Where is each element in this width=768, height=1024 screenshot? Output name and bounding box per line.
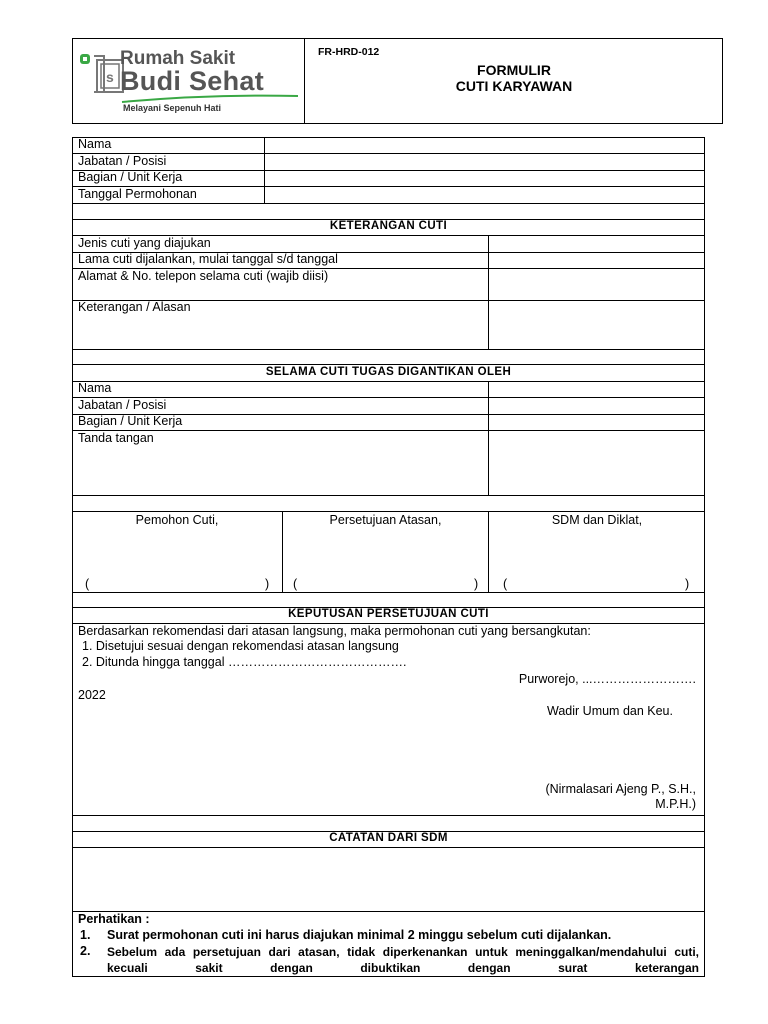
decision-signer-name-line2: M.P.H.) — [655, 797, 696, 811]
signature-paren-close: ) — [265, 577, 270, 591]
leave-field-alamat[interactable] — [490, 269, 704, 299]
logo-name-line2: Budi Sehat — [120, 66, 265, 96]
replacement-field-bagian[interactable] — [490, 415, 704, 430]
form-title-line1: FORMULIR — [477, 62, 551, 78]
replacement-label-nama: Nama — [78, 381, 112, 395]
leave-label-alamat: Alamat & No. telepon selama cuti (wajib diisi) — [78, 269, 329, 283]
rule — [72, 349, 705, 350]
identity-field-nama[interactable] — [266, 138, 704, 153]
signature-paren-open: ( — [293, 577, 298, 591]
decision-signer-name-line1: (Nirmalasari Ajeng P., S.H., — [545, 782, 696, 796]
replacement-divider — [488, 381, 489, 495]
decision-place-date: Purworejo, ...……………………. — [518, 672, 696, 686]
hospital-logo — [80, 44, 302, 120]
signature-paren-open: ( — [503, 577, 508, 591]
signature-box-hr[interactable] — [491, 530, 703, 574]
identity-field-jabatan[interactable] — [266, 154, 704, 169]
leave-label-lama: Lama cuti dijalankan, mulai tanggal s/d tanggal — [78, 252, 338, 266]
replacement-label-bagian: Bagian / Unit Kerja — [78, 414, 183, 428]
replacement-heading: SELAMA CUTI TUGAS DIGANTIKAN OLEH — [265, 366, 512, 378]
replacement-field-ttd[interactable] — [490, 431, 704, 494]
signature-paren-close: ) — [685, 577, 690, 591]
decision-intro: Berdasarkan rekomendasi dari atasan langsung, maka permohonan cuti yang bersangkutan: — [78, 624, 591, 638]
identity-label-bagian: Bagian / Unit Kerja — [78, 170, 183, 184]
identity-field-tanggal[interactable] — [266, 187, 704, 202]
replacement-field-nama[interactable] — [490, 382, 704, 397]
replacement-field-jabatan[interactable] — [490, 398, 704, 413]
leave-info-heading: KETERANGAN CUTI — [329, 220, 448, 232]
rule — [72, 847, 705, 848]
signature-label-supervisor: Persetujuan Atasan, — [329, 513, 442, 527]
logo-name-line1: Rumah Sakit — [120, 48, 236, 69]
notes-field[interactable] — [74, 849, 703, 909]
form-code: FR-HRD-012 — [318, 46, 380, 58]
rule — [72, 495, 705, 496]
rule — [72, 592, 705, 593]
attention-item-number: 2. — [80, 944, 91, 958]
identity-label-jabatan: Jabatan / Posisi — [78, 154, 167, 168]
signature-box-supervisor[interactable] — [285, 530, 486, 574]
signature-paren-open: ( — [85, 577, 90, 591]
decision-item-postpone[interactable]: 2. Ditunda hingga tanggal ……………………………………. — [82, 655, 407, 669]
replacement-label-ttd: Tanda tangan — [78, 431, 154, 445]
attention-item-text: Sebelum ada persetujuan dari atasan, tidak diperkenankan untuk meninggalkan/mendahului cuti, kecuali sakit dengan dibuktikan dengan surat keterangan — [107, 945, 699, 975]
notes-heading: CATATAN DARI SDM — [329, 832, 448, 844]
replacement-label-jabatan: Jabatan / Posisi — [78, 398, 167, 412]
decision-year: 2022 — [78, 688, 106, 702]
attention-title: Perhatikan : — [78, 912, 150, 926]
leave-label-jenis: Jenis cuti yang diajukan — [78, 236, 211, 250]
form-title-line2: CUTI KARYAWAN — [455, 78, 573, 94]
leave-field-alasan[interactable] — [490, 301, 704, 348]
attention-item-number: 1. — [80, 928, 91, 942]
rule — [72, 911, 705, 912]
decision-heading: KEPUTUSAN PERSETUJUAN CUTI — [288, 608, 489, 620]
signature-label-applicant: Pemohon Cuti, — [135, 513, 219, 527]
signature-paren-close: ) — [474, 577, 479, 591]
leave-label-alasan: Keterangan / Alasan — [78, 300, 191, 314]
logo-tagline: Melayani Sepenuh Hati — [123, 103, 222, 113]
identity-label-tanggal: Tanggal Permohonan — [78, 187, 197, 201]
leave-field-lama[interactable] — [490, 253, 704, 268]
signature-box-applicant[interactable] — [74, 530, 280, 574]
leave-field-jenis[interactable] — [490, 236, 704, 251]
identity-label-nama: Nama — [78, 137, 112, 151]
decision-item-approve[interactable]: 1. Disetujui sesuai dengan rekomendasi atasan langsung — [82, 639, 399, 653]
identity-field-bagian[interactable] — [266, 171, 704, 186]
signature-label-hr: SDM dan Diklat, — [551, 513, 643, 527]
attention-item-text: Surat permohonan cuti ini harus diajukan minimal 2 minggu sebelum cuti dijalankan. — [107, 928, 612, 942]
rule — [72, 203, 705, 204]
decision-signer-title: Wadir Umum dan Keu. — [547, 704, 673, 718]
svg-text:s: s — [106, 69, 114, 85]
rule — [72, 815, 705, 816]
